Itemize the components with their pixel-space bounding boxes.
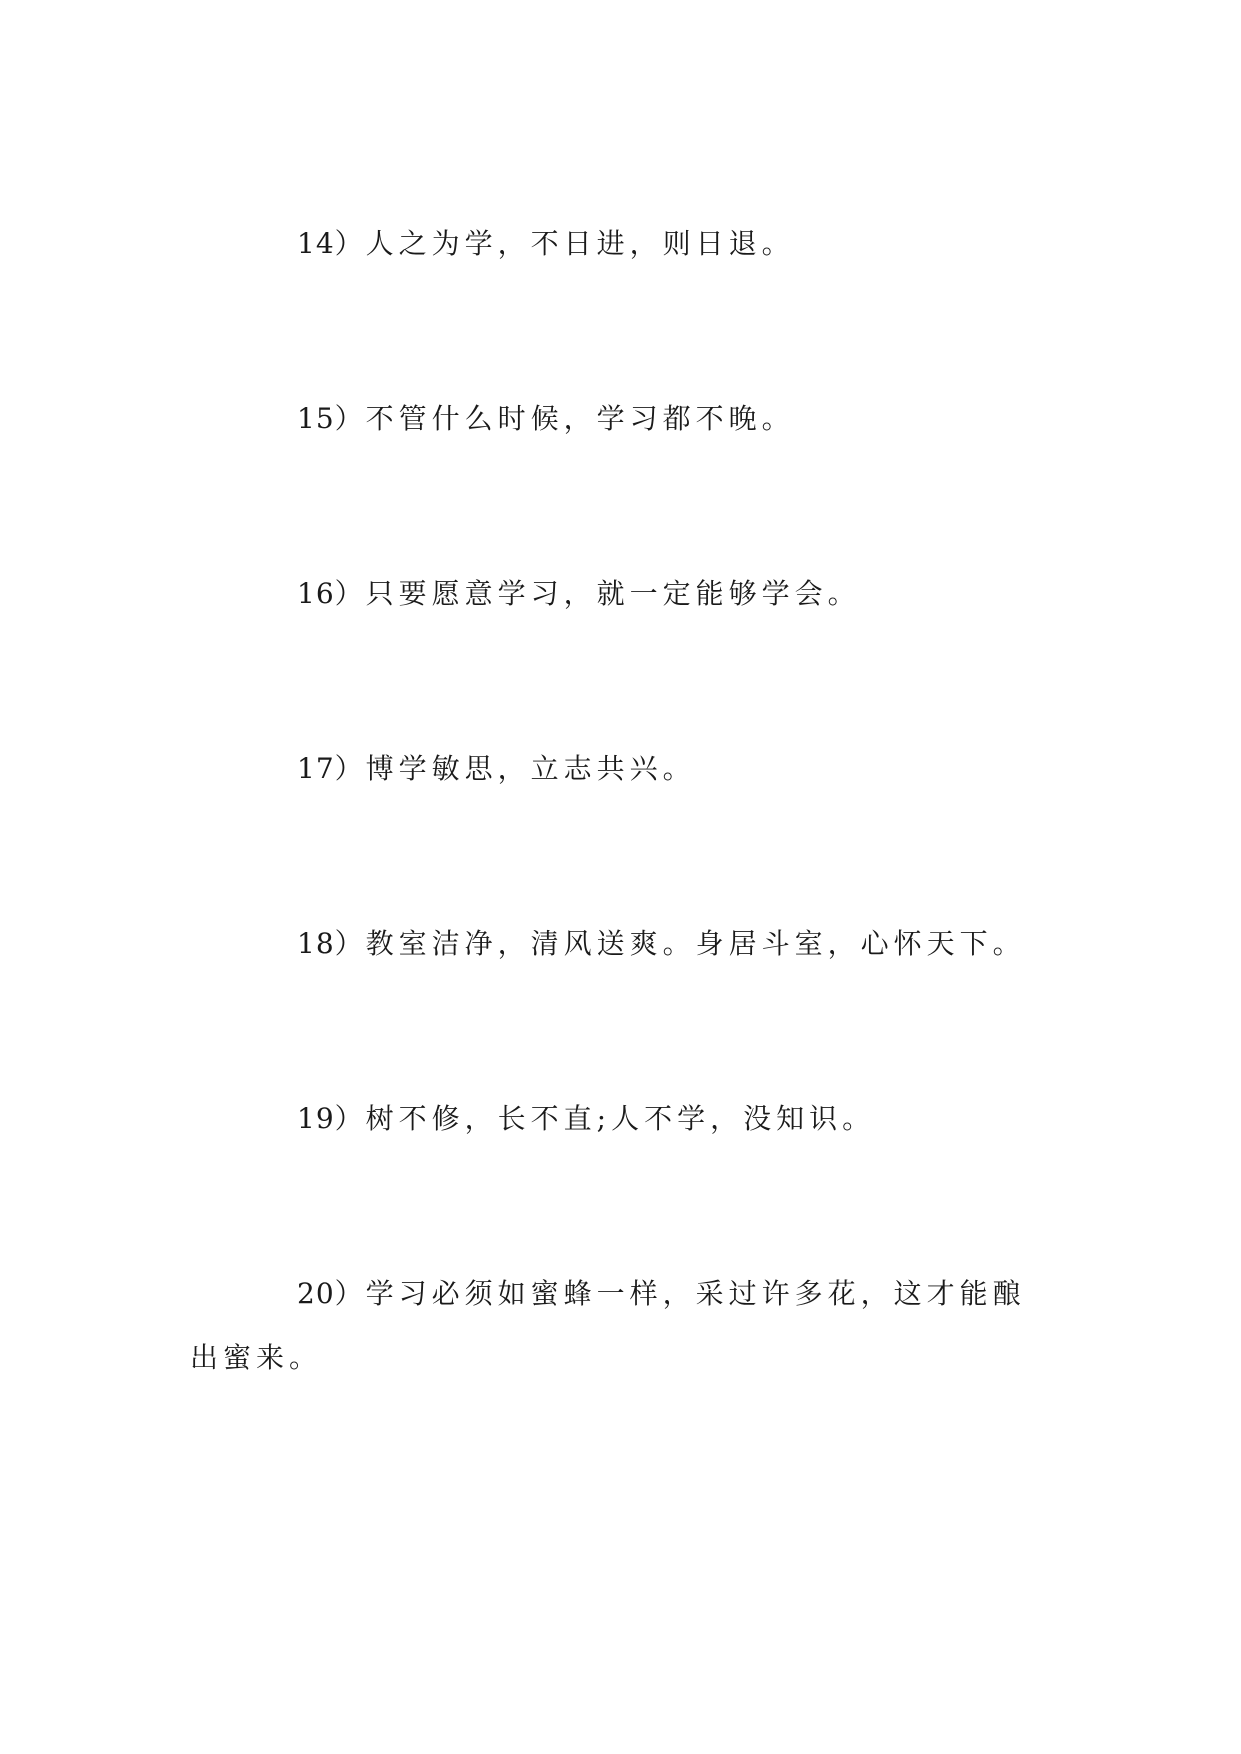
quote-item-14 [190,212,1050,276]
item-number: 20） [297,1277,364,1310]
item-text: 只要愿意学习，就一定能够学会。 [365,577,861,610]
quote-item-15 [190,387,1050,451]
item-number: 19） [297,1102,364,1135]
item-text: 教室洁净，清风送爽。身居斗室，心怀天下。 [365,927,1026,960]
item-text: 人之为学，不日进，则日退。 [365,227,795,260]
item-number: 16） [297,577,364,610]
item-text: 学习必须如蜜蜂一样，采过许多花，这才能酿出蜜来。 [190,1277,1026,1374]
item-number: 18） [297,927,364,960]
quote-item-19 [190,1087,1050,1151]
quote-item-18 [190,912,1050,976]
item-text: 不管什么时候，学习都不晚。 [365,402,795,435]
quote-item-16 [190,562,1050,626]
item-number: 17） [297,752,364,785]
item-number: 15） [297,402,364,435]
quote-item-17 [190,737,1050,801]
item-text: 博学敏思，立志共兴。 [365,752,696,785]
item-number: 14） [297,227,364,260]
item-text: 树不修，长不直;人不学，没知识。 [365,1102,876,1135]
quote-item-20 [190,1262,1050,1390]
